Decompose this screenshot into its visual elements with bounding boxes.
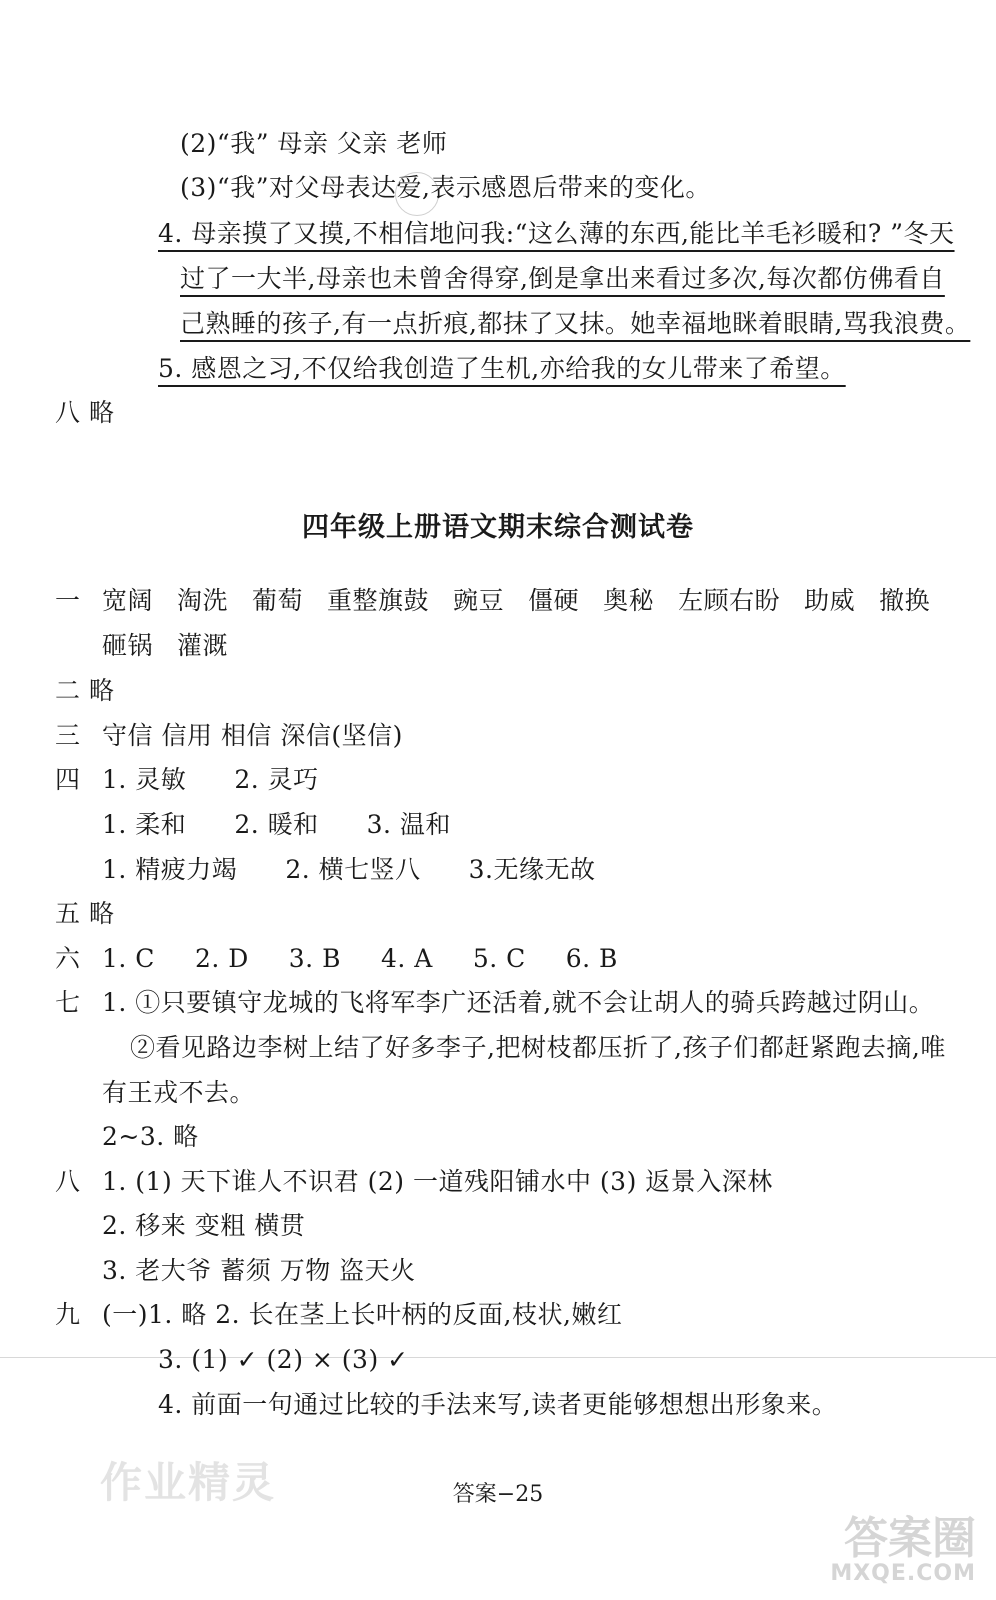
section-6-answers	[102, 943, 618, 975]
item: 1. 精疲力竭	[102, 855, 238, 884]
word: 宽阔	[102, 586, 154, 615]
item: 3.无缘无故	[468, 855, 596, 884]
word: 撤换	[879, 586, 931, 615]
choice-answer: 6. B	[565, 944, 618, 973]
section-9-line-2: 3. (1) ✓ (2) × (3) ✓	[158, 1345, 409, 1374]
choice-answer: 5. C	[472, 944, 526, 973]
item: 2. 横七竖八	[285, 855, 421, 884]
test-title: 四年级上册语文期末综合测试卷	[302, 512, 694, 543]
word: 淘洗	[177, 586, 229, 615]
word: 灌溉	[177, 631, 229, 660]
section-7-line-4: 2~3. 略	[102, 1122, 199, 1151]
word: 奥秘	[603, 586, 655, 615]
watermark-zuoyejingling: 作业精灵	[100, 1458, 277, 1507]
section-1-words-2	[102, 630, 228, 662]
section-7-number: 七	[55, 988, 81, 1017]
choice-answer: 2. D	[194, 944, 249, 973]
watermark-site	[830, 1513, 976, 1586]
section-3-number: 三	[55, 721, 81, 750]
word: 葡萄	[252, 586, 304, 615]
page-number: 答案−25	[452, 1482, 544, 1507]
section-7-line-1: 1. ①只要镇守龙城的飞将军李广还活着,就不会让胡人的骑兵跨越过阴山。	[102, 988, 935, 1017]
item: 2. 暖和	[234, 810, 319, 839]
section-4-row-c	[102, 854, 595, 886]
section-8-number: 八	[55, 1167, 81, 1196]
word: 助威	[804, 586, 856, 615]
word: 豌豆	[453, 586, 505, 615]
section-4-row-b	[102, 809, 451, 841]
choice-answer: 3. B	[288, 944, 341, 973]
item: 3. 温和	[366, 810, 451, 839]
section-8-omitted: 八 略	[55, 398, 115, 427]
section-1-number: 一	[55, 586, 81, 615]
answer-line-2: (2)“我” 母亲 父亲 老师	[180, 129, 448, 158]
section-7-line-3: 有王戎不去。	[102, 1078, 256, 1107]
section-1-words	[102, 585, 930, 617]
page-divider	[0, 1357, 996, 1358]
watermark-domain: MXQE.COM	[830, 1561, 976, 1586]
word: 重整旗鼓	[327, 586, 430, 615]
section-9-number: 九	[55, 1300, 81, 1329]
item: 2. 灵巧	[234, 765, 319, 794]
section-8-line-2: 2. 移来 变粗 横贯	[102, 1211, 306, 1240]
section-8-line-1: 1. (1) 天下谁人不识君 (2) 一道残阳铺水中 (3) 返景入深林	[102, 1167, 773, 1196]
section-5-omitted: 五 略	[55, 899, 115, 928]
answer-line-4b: 过了一大半,母亲也未曾舍得穿,倒是拿出来看过多次,每次都仿佛看自	[180, 264, 945, 293]
answer-line-3: (3)“我”对父母表达爱,表示感恩后带来的变化。	[180, 173, 711, 202]
word: 僵硬	[528, 586, 580, 615]
item: 1. 灵敏	[102, 765, 187, 794]
answer-line-5: 5. 感恩之习,不仅给我创造了生机,亦给我的女儿带来了希望。	[158, 354, 846, 383]
choice-answer: 1. C	[102, 944, 155, 973]
section-9-line-3: 4. 前面一句通过比较的手法来写,读者更能够想想出形象来。	[158, 1390, 838, 1419]
section-4-number: 四	[55, 765, 81, 794]
word: 左顾右盼	[678, 586, 781, 615]
section-7-line-2: ②看见路边李树上结了好多李子,把树枝都压折了,孩子们都赶紧跑去摘,唯	[130, 1033, 946, 1062]
section-3-text: 守信 信用 相信 深信(坚信)	[102, 721, 403, 750]
watermark-daanquan: 答案圈	[844, 1513, 976, 1564]
section-8-line-3: 3. 老大爷 蓄须 万物 盗天火	[102, 1256, 416, 1285]
section-6-number: 六	[55, 944, 81, 973]
section-4-row-a	[102, 764, 319, 796]
answer-line-4a: 4. 母亲摸了又摸,不相信地问我:“这么薄的东西,能比羊毛衫暖和? ”冬天	[158, 219, 955, 248]
section-2-omitted: 二 略	[55, 676, 115, 705]
item: 1. 柔和	[102, 810, 187, 839]
section-9-line-1: (一)1. 略 2. 长在茎上长叶柄的反面,枝状,嫩红	[102, 1300, 623, 1329]
answer-line-4c: 己熟睡的孩子,有一点折痕,都抹了又抹。她幸福地眯着眼睛,骂我浪费。	[180, 309, 971, 338]
word: 砸锅	[102, 631, 154, 660]
choice-answer: 4. A	[380, 944, 433, 973]
